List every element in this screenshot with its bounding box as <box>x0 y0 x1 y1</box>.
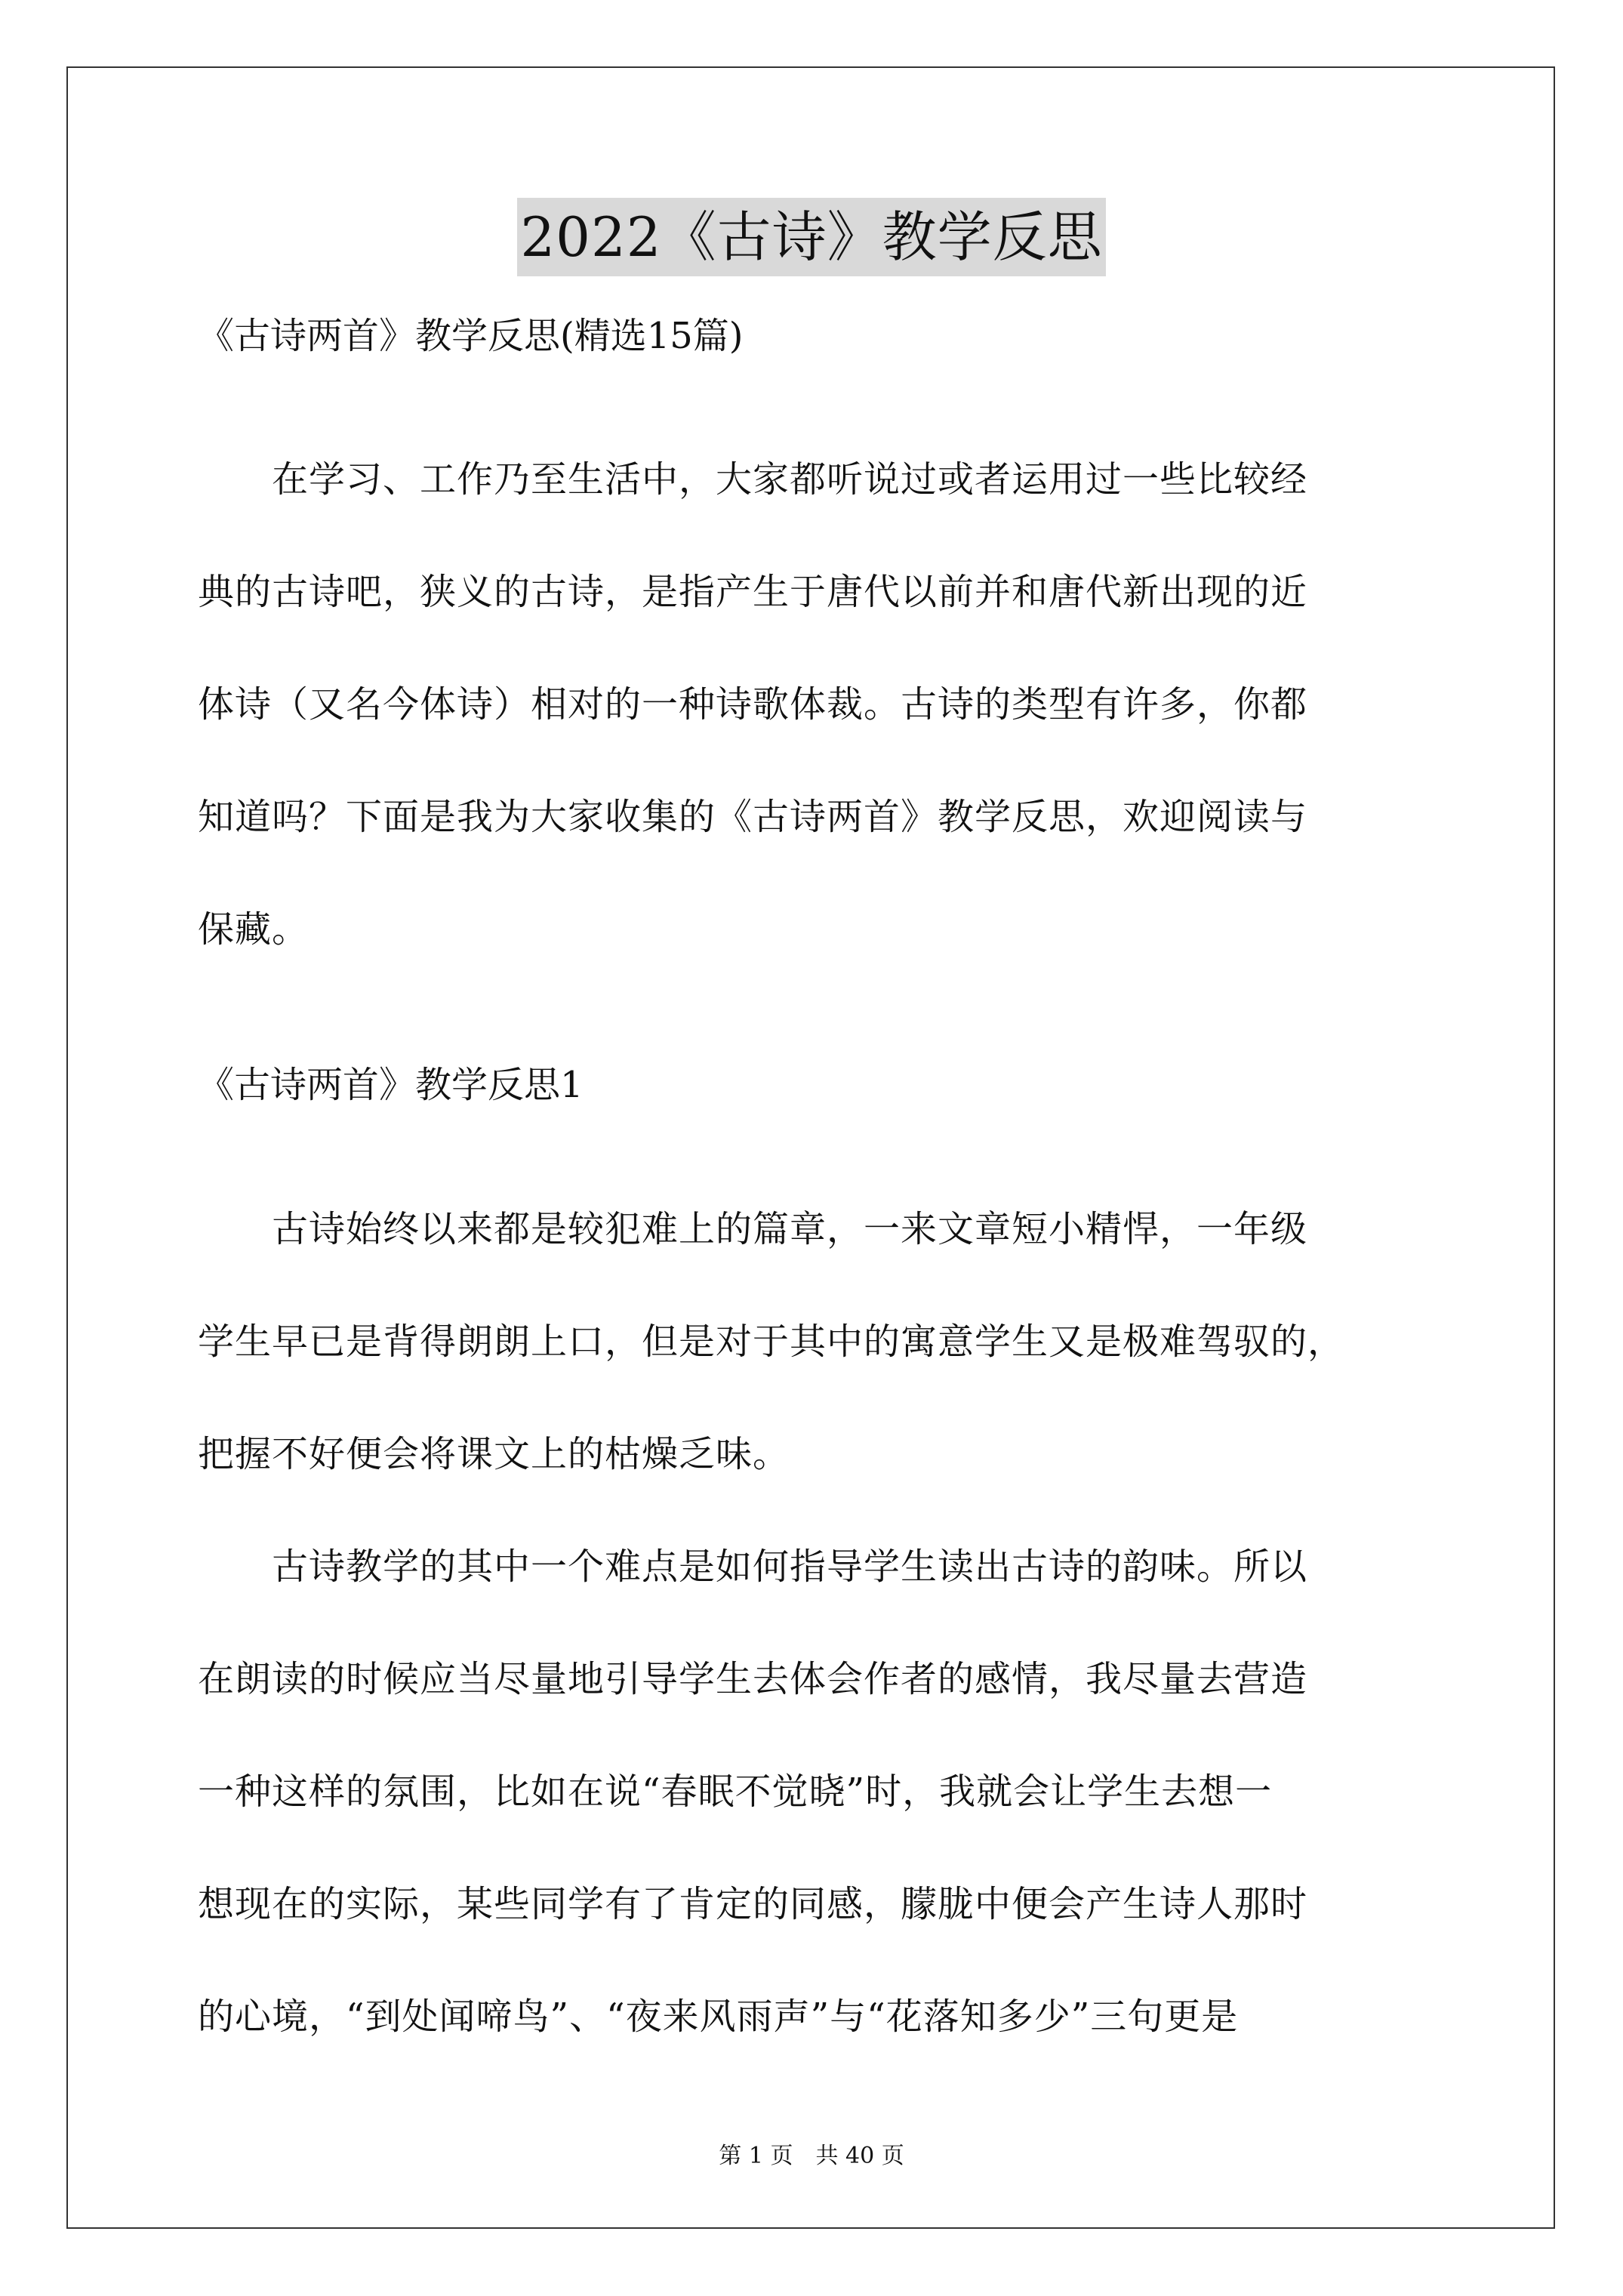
section-heading: 《古诗两首》教学反思1 <box>198 1064 584 1106</box>
body-line: 一种这样的氛围，比如在说“春眠不觉晓”时，我就会让学生去想一 <box>198 1771 1273 1813</box>
intro-line: 知道吗？下面是我为大家收集的《古诗两首》教学反思，欢迎阅读与 <box>198 796 1308 838</box>
body-line: 古诗教学的其中一个难点是如何指导学生读出古诗的韵味。所以 <box>198 1546 1308 1588</box>
intro-line: 体诗（又名今体诗）相对的一种诗歌体裁。古诗的类型有许多，你都 <box>198 683 1308 726</box>
body-line: 古诗始终以来都是较犯难上的篇章，一来文章短小精悍，一年级 <box>198 1208 1308 1250</box>
page-number-footer: 第 1 页 共 40 页 <box>719 2143 904 2169</box>
body-line: 把握不好便会将课文上的枯燥乏味。 <box>198 1433 790 1475</box>
body-line: 学生早已是背得朗朗上口，但是对于其中的寓意学生又是极难驾驭的， <box>198 1321 1345 1363</box>
body-line: 在朗读的时候应当尽量地引导学生去体会作者的感情，我尽量去营造 <box>198 1658 1308 1700</box>
intro-line: 在学习、工作乃至生活中，大家都听说过或者运用过一些比较经 <box>198 458 1308 501</box>
title-container <box>0 198 1623 276</box>
intro-line: 典的古诗吧，狭义的古诗，是指产生于唐代以前并和唐代新出现的近 <box>198 571 1308 613</box>
body-line: 的心境，“到处闻啼鸟”、“夜来风雨声”与“花落知多少”三句更是 <box>198 1996 1239 2038</box>
document-subtitle: 《古诗两首》教学反思(精选15篇) <box>198 315 744 357</box>
document-title: 2022《古诗》教学反思 <box>517 198 1105 276</box>
body-line: 想现在的实际，某些同学有了肯定的同感，朦胧中便会产生诗人那时 <box>198 1883 1308 1925</box>
intro-line: 保藏。 <box>198 908 310 951</box>
